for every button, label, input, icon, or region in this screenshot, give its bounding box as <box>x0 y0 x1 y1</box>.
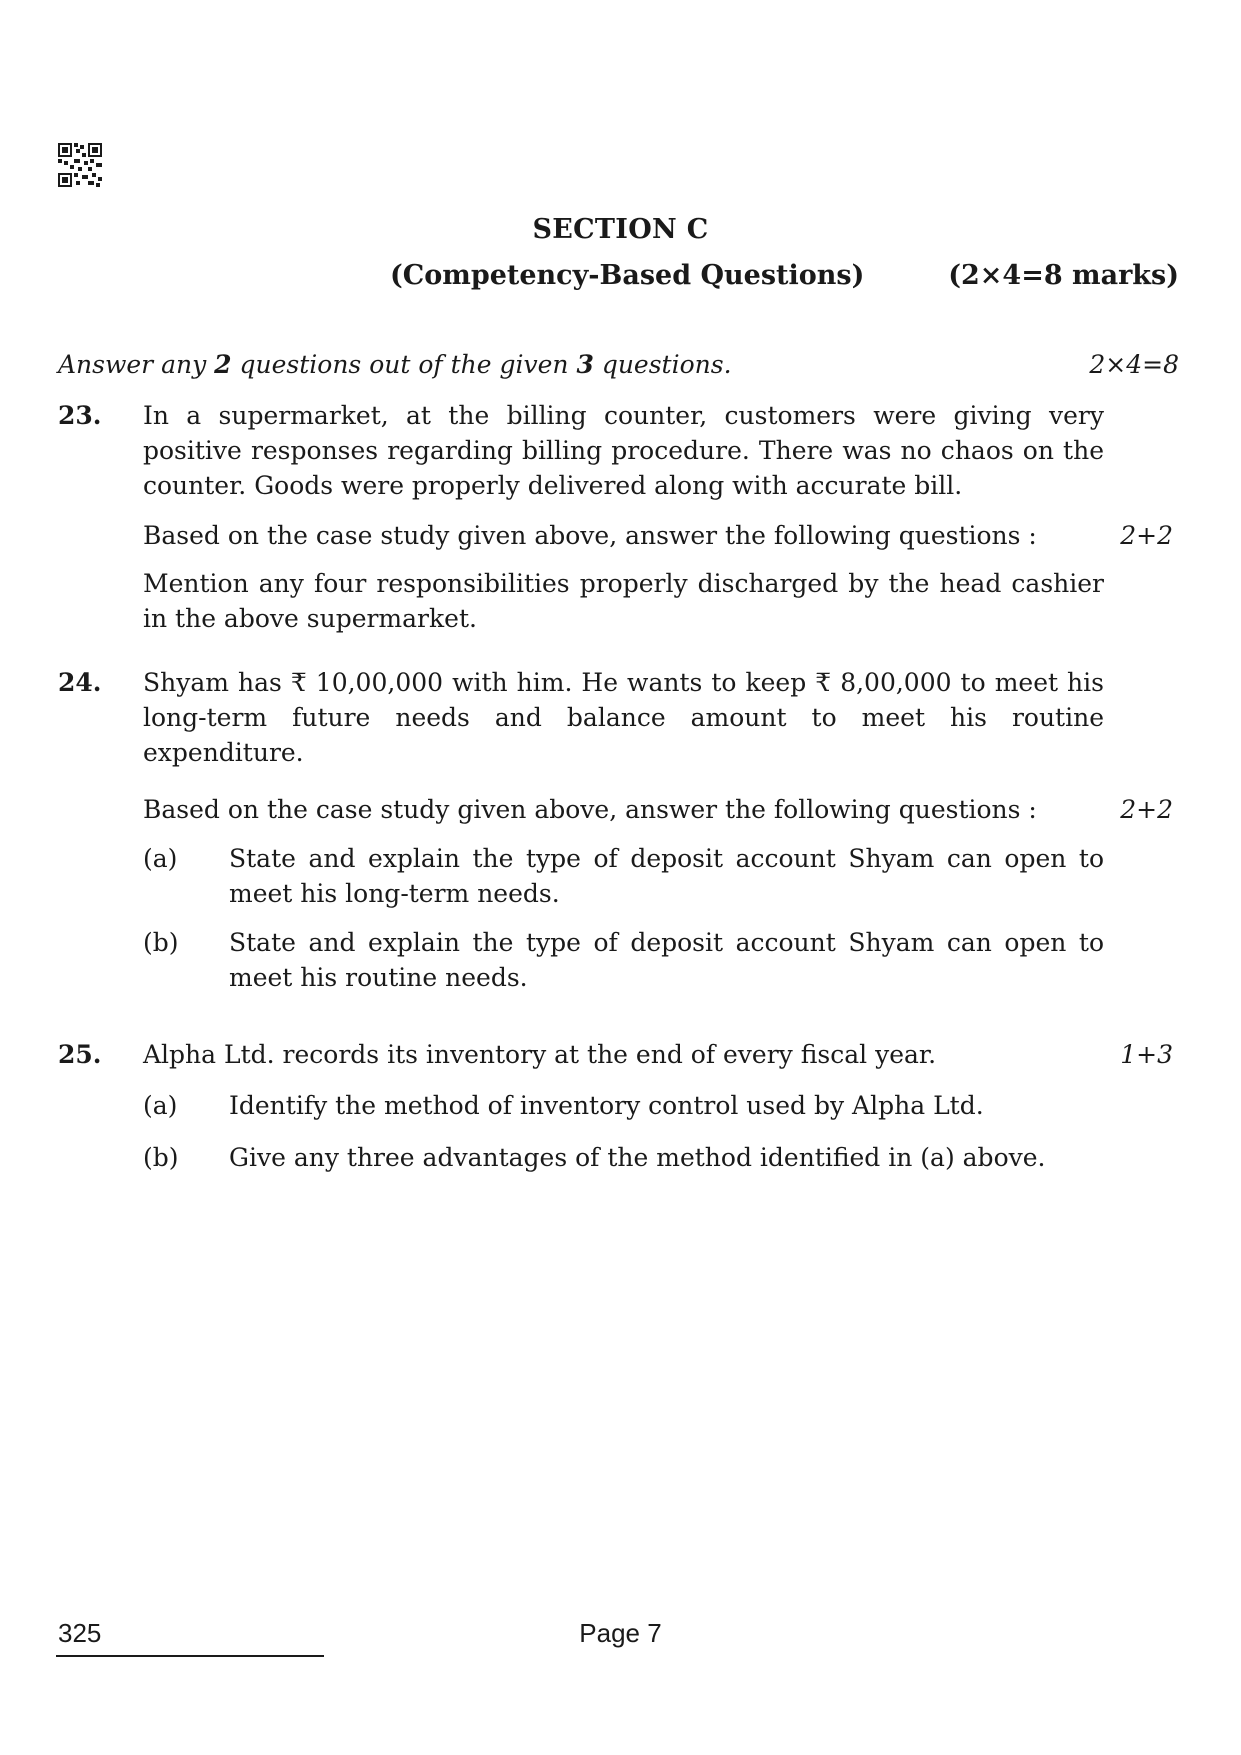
question-intro: In a supermarket, at the billing counter, customers were giving very positive responses regarding billing procedure. There was no chaos on the counter. Goods were properly delivered along with accurate bill. <box>143 401 1104 500</box>
question-part <box>143 841 1104 911</box>
question-prompt: Based on the case study given above, answer the following questions : <box>143 521 1037 550</box>
question-marks: 2+2 <box>1120 795 1173 824</box>
question-marks: 2+2 <box>1120 521 1173 550</box>
question-prompt: Based on the case study given above, answer the following questions : <box>143 795 1037 824</box>
part-label: (a) <box>143 844 178 873</box>
part-label: (b) <box>143 928 179 957</box>
question-part <box>143 1088 1104 1123</box>
section-title: SECTION C <box>532 214 709 245</box>
question-number: 24. <box>58 668 102 697</box>
question-prompt-row <box>143 792 1173 827</box>
question-task: Mention any four responsibilities properly discharged by the head cashier in the above supermarket. <box>143 569 1104 633</box>
question-marks: 1+3 <box>1120 1040 1173 1069</box>
part-text: State and explain the type of deposit account Shyam can open to meet his routine needs. <box>229 928 1104 992</box>
qr-code-icon <box>58 143 102 187</box>
instruction-text-part: questions out of the given <box>231 350 577 379</box>
part-label: (b) <box>143 1143 179 1172</box>
instruction-text-part: questions. <box>593 350 732 379</box>
instruction-line <box>58 350 1179 379</box>
section-subtitle: (Competency-Based Questions) <box>390 260 865 291</box>
question-body <box>143 1037 1173 1175</box>
question-part <box>143 1140 1104 1175</box>
instruction-number: 3 <box>576 350 594 379</box>
question-23 <box>58 398 1179 636</box>
instruction-marks: 2×4=8 <box>1089 350 1179 379</box>
question-body <box>143 398 1173 636</box>
question-24 <box>58 665 1179 995</box>
section-marks: (2×4=8 marks) <box>948 260 1179 291</box>
part-text: Give any three advantages of the method identified in (a) above. <box>229 1143 1046 1172</box>
question-number: 25. <box>58 1040 102 1069</box>
question-body <box>143 665 1173 995</box>
instruction-text-part: Answer any <box>58 350 215 379</box>
instruction-text <box>58 350 732 379</box>
question-number: 23. <box>58 401 102 430</box>
part-text: State and explain the type of deposit account Shyam can open to meet his long-term needs. <box>229 844 1104 908</box>
question-intro-row <box>143 1037 1173 1072</box>
question-intro: Alpha Ltd. records its inventory at the end of every fiscal year. <box>143 1040 937 1069</box>
question-25 <box>58 1037 1179 1175</box>
question-part <box>143 925 1104 995</box>
question-prompt-row <box>143 518 1173 553</box>
instruction-number: 2 <box>214 350 232 379</box>
page-number: Page 7 <box>579 1618 662 1648</box>
question-intro: Shyam has ₹ 10,00,000 with him. He wants to keep ₹ 8,00,000 to meet his long-term future needs and balance amount to meet his routine expenditure. <box>143 668 1104 767</box>
part-text: Identify the method of inventory control used by Alpha Ltd. <box>229 1091 984 1120</box>
part-label: (a) <box>143 1091 178 1120</box>
footer-divider <box>56 1655 324 1657</box>
paper-code: 325 <box>58 1618 102 1648</box>
